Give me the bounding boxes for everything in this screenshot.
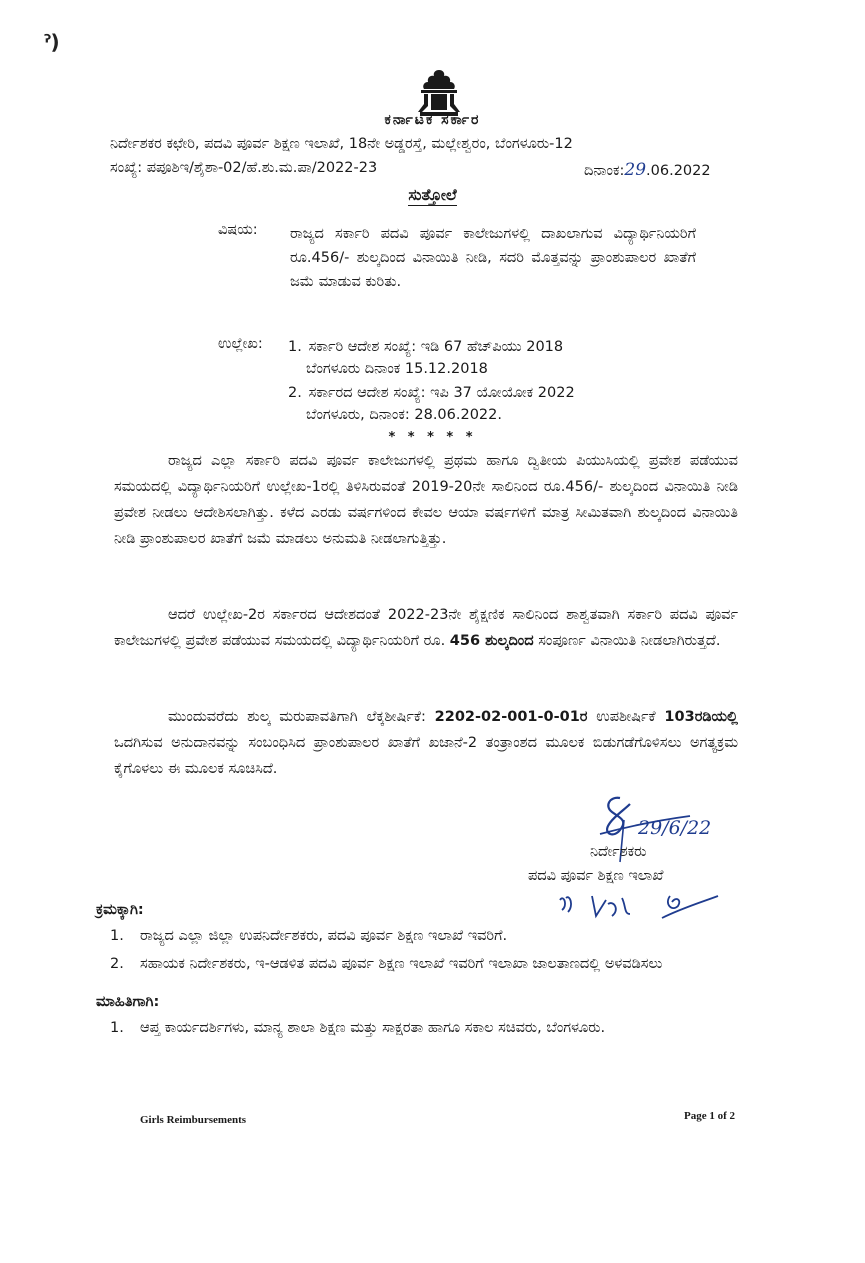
initials-icon bbox=[552, 890, 722, 926]
signatory-department: ಪದವಿ ಪೂರ್ವ ಶಿಕ್ಷಣ ಇಲಾಖೆ bbox=[528, 868, 664, 884]
list-item-text: ರಾಜ್ಯದ ಎಲ್ಲಾ ಜಿಲ್ಲಾ ಉಪನಿರ್ದೇಶಕರು, ಪದವಿ ಪೂರ್ವ ಶಿಕ್ಷಣ ಇಲಾಖೆ ಇವರಿಗೆ. bbox=[140, 928, 508, 944]
paragraph-3-pre: ಮುಂದುವರೆದು ಶುಲ್ಕ ಮರುಪಾವತಿಗಾಗಿ ಲೆಕ್ಕಶೀರ್ಷಿಕೆ: bbox=[168, 709, 426, 725]
subject-text: ರಾಜ್ಯದ ಸರ್ಕಾರಿ ಪದವಿ ಪೂರ್ವ ಕಾಲೇಜುಗಳಲ್ಲಿ ದಾಖಲಾಗುವ ವಿದ್ಯಾರ್ಥಿನಿಯರಿಗೆ ರೂ.456/- ಶುಲ್ಕದಿಂದ ವಿನಾಯಿತಿ ನೀಡಿ, ಸದರಿ ಮೊತ್ತವನ್ನು ಪ್ರಾಂಶುಪಾಲರ ಖಾತೆಗೆ ಜಮೆ ಮಾಡುವ ಕುರಿತು. bbox=[290, 226, 696, 290]
corner-mark: ˀ) bbox=[44, 30, 60, 54]
paragraph-3-post: ಒದಗಿಸುವ ಅನುದಾನವನ್ನು ಸಂಬಂಧಿಸಿದ ಪ್ರಾಂಶುಪಾಲರ ಖಾತೆಗೆ ಖಜಾನೆ-2 ತಂತ್ರಾಂಶದ ಮೂಲಕ ಬಿಡುಗಡೆಗೊಳಿಸಲು ಅಗತ್ಯಕ್ರಮ ಕೈಗೊಳಲು ಈ ಮೂಲಕ ಸೂಚಿಸಿದೆ. bbox=[114, 735, 738, 777]
reference-number-label: 1. bbox=[288, 339, 302, 355]
paragraph-3-mid: ಉಪಶೀರ್ಷಿಕೆ bbox=[596, 709, 656, 725]
list-item-number: 1. bbox=[110, 1020, 124, 1036]
list-item bbox=[110, 924, 740, 948]
office-address: ನಿರ್ದೇಶಕರ ಕಛೇರಿ, ಪದವಿ ಪೂರ್ವ ಶಿಕ್ಷಣ ಇಲಾಖೆ, 18ನೇ ಅಡ್ಡರಸ್ತೆ, ಮಲ್ಲೇಶ್ವರಂ, ಬೆಂಗಳೂರು-12 bbox=[110, 136, 573, 152]
reference-line1: ಸರ್ಕಾರದ ಆದೇಶ ಸಂಖ್ಯೆ: ಇಪಿ 37 ಯೋಯೋಕ 2022 bbox=[308, 385, 575, 401]
paragraph-2-bold: 456 ಶುಲ್ಕದಿಂದ bbox=[449, 633, 534, 649]
footer-left: Girls Reimbursements bbox=[140, 1114, 247, 1126]
body-paragraph-3 bbox=[114, 704, 738, 782]
subject-label: ವಿಷಯ: bbox=[218, 222, 258, 238]
list-item bbox=[110, 952, 740, 976]
list-item-number: 2. bbox=[110, 956, 124, 972]
reference-number-label: 2. bbox=[288, 385, 302, 401]
list-item bbox=[110, 1016, 740, 1040]
circular-heading-text: ಸುತ್ತೋಲೆ bbox=[408, 186, 457, 204]
date-label: ದಿನಾಂಕ: bbox=[584, 163, 625, 179]
emblem-icon bbox=[412, 66, 466, 118]
footer-page-number: Page 1 of 2 bbox=[684, 1110, 736, 1122]
reference-item bbox=[288, 382, 708, 426]
reference-line2: ಬೆಂಗಳೂರು, ದಿನಾಂಕ: 28.06.2022. bbox=[306, 407, 502, 423]
reference-number: ಸಂಖ್ಯೆ: ಪಪೂಶಿಇ/ಶೈಶಾ-02/ಹೆ.ಶು.ಮ.ಪಾ/2022-23 bbox=[110, 160, 378, 176]
reference-line1: ಸರ್ಕಾರಿ ಆದೇಶ ಸಂಖ್ಯೆ: ಇಡಿ 67 ಹೆಚ್‌ಪಿಯು 2018 bbox=[308, 339, 564, 355]
action-list bbox=[110, 924, 740, 980]
info-heading: ಮಾಹಿತಿಗಾಗಿ: bbox=[96, 994, 160, 1010]
body-paragraph-1 bbox=[114, 448, 738, 552]
reference-line2: ಬೆಂಗಳೂರು ದಿನಾಂಕ 15.12.2018 bbox=[306, 361, 488, 377]
paragraph-3-subhead: 103ರಡಿಯಲ್ಲಿ bbox=[664, 709, 738, 725]
paragraph-3-head-of-account: 2202-02-001-0-01ರ bbox=[434, 709, 588, 725]
reference-item bbox=[288, 336, 708, 380]
circular-heading bbox=[0, 186, 865, 205]
document-date bbox=[584, 160, 711, 180]
paragraph-1-text: ರಾಜ್ಯದ ಎಲ್ಲಾ ಸರ್ಕಾರಿ ಪದವಿ ಪೂರ್ವ ಕಾಲೇಜುಗಳಲ್ಲಿ ಪ್ರಥಮ ಹಾಗೂ ದ್ವಿತೀಯ ಪಿಯುಸಿಯಲ್ಲಿ ಪ್ರವೇಶ ಪಡೆಯುವ ಸಮಯದಲ್ಲಿ ವಿದ್ಯಾರ್ಥಿನಿಯರಿಗೆ ಉಲ್ಲೇಖ-1ರಲ್ಲಿ ತಿಳಿಸಿರುವಂತೆ 2019-20ನೇ ಸಾಲಿನಿಂದ ರೂ.456/- ಶುಲ್ಕದಿಂದ ವಿನಾಯಿತಿ ನೀಡಿ ಪ್ರವೇಶ ನೀಡಲು ಆದೇಶಿಸಲಾಗಿತ್ತು. ಕಳೆದ ಎರಡು ವರ್ಷಗಳಿಂದ ಕೇವಲ ಆಯಾ ವರ್ಷಗಳಿಗೆ ಮಾತ್ರ ಸೀಮಿತವಾಗಿ ಶುಲ್ಕದಿಂದ ವಿನಾಯಿತಿ ನೀಡಿ ಪ್ರಾಂಶುಪಾಲರ ಖಾತೆಗೆ ಜಮೆ ಮಾಡಲು ಅನುಮತಿ ನೀಡಲಾಗುತ್ತಿತ್ತು. bbox=[114, 453, 738, 547]
signatory-title: ನಿರ್ದೇಶಕರು bbox=[590, 844, 647, 860]
info-list bbox=[110, 1016, 740, 1044]
paragraph-2-pre: ಆದರೆ ಉಲ್ಲೇಖ-2ರ ಸರ್ಕಾರದ ಆದೇಶದಂತೆ 2022-23ನೇ ಶೈಕ್ಷಣಿಕ ಸಾಲಿನಿಂದ ಶಾಶ್ವತವಾಗಿ ಸರ್ಕಾರಿ ಪದವಿ ಪೂರ್ವ ಕಾಲೇಜುಗಳಲ್ಲಿ ಪ್ರವೇಶ ಪಡೆಯುವ ಸಮಯದಲ್ಲಿ ವಿದ್ಯಾರ್ಥಿನಿಯರಿಗೆ ರೂ. bbox=[114, 607, 738, 649]
paragraph-2-post: ಸಂಪೂರ್ಣ ವಿನಾಯಿತಿ ನೀಡಲಾಗಿರುತ್ತದೆ. bbox=[538, 633, 721, 649]
list-item-number: 1. bbox=[110, 928, 124, 944]
references-label: ಉಲ್ಲೇಖ: bbox=[218, 336, 263, 352]
separator-stars: * * * * * bbox=[388, 430, 477, 445]
date-day-handwritten: 29 bbox=[624, 160, 647, 180]
body-paragraph-2 bbox=[114, 602, 738, 654]
references-list bbox=[288, 336, 708, 428]
signature-date: 29/6/22 bbox=[638, 817, 712, 839]
list-item-text: ಆಪ್ತ ಕಾರ್ಯದರ್ಶಿಗಳು, ಮಾನ್ಯ ಶಾಲಾ ಶಿಕ್ಷಣ ಮತ್ತು ಸಾಕ್ಷರತಾ ಹಾಗೂ ಸಕಾಲ ಸಚಿವರು, ಬೆಂಗಳೂರು. bbox=[140, 1020, 606, 1036]
date-month-year: .06.2022 bbox=[646, 163, 711, 179]
list-item-text: ಸಹಾಯಕ ನಿರ್ದೇಶಕರು, ಇ-ಆಡಳಿತ ಪದವಿ ಪೂರ್ವ ಶಿಕ್ಷಣ ಇಲಾಖೆ ಇವರಿಗೆ ಇಲಾಖಾ ಜಾಲತಾಣದಲ್ಲಿ ಅಳವಡಿಸಲು bbox=[140, 956, 663, 972]
action-heading: ಕ್ರಮಕ್ಕಾಗಿ: bbox=[96, 902, 144, 918]
government-title: ಕರ್ನಾಟಕ ಸರ್ಕಾರ bbox=[384, 112, 481, 128]
